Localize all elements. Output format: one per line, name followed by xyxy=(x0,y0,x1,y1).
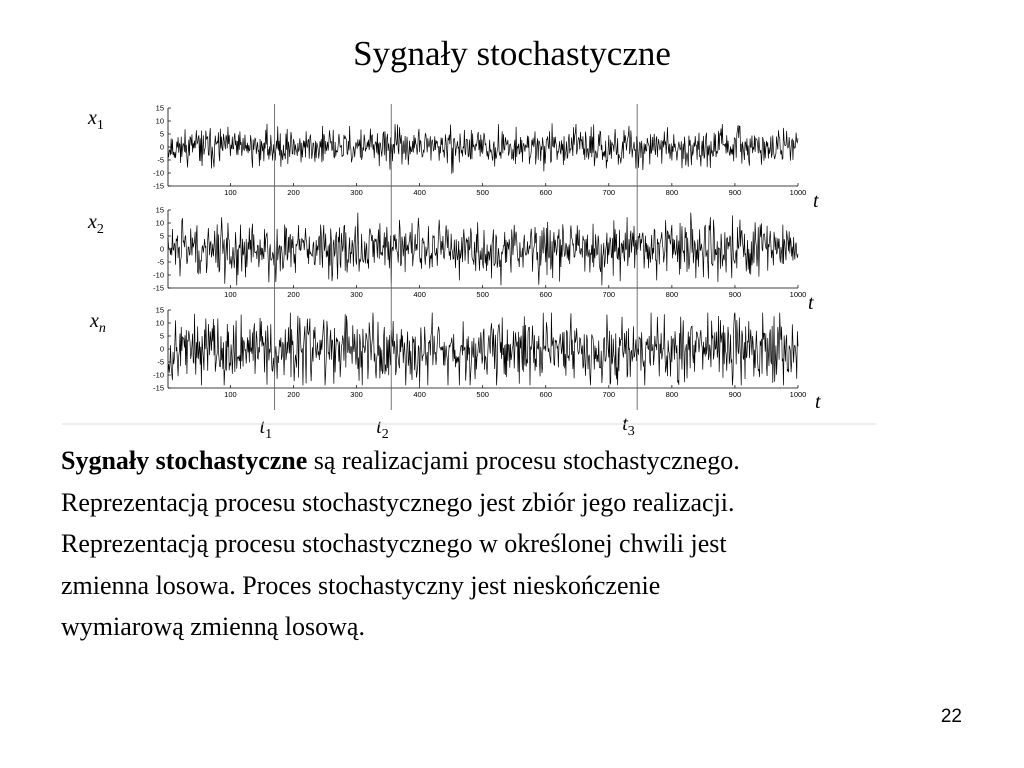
x-tick-label: 500 xyxy=(476,290,489,299)
description-line-5: wymiarową zmienną losową. xyxy=(61,612,365,641)
description-line-4: zmienna losowa. Proces stochastyczny jest nieskończenie xyxy=(61,570,661,600)
y-tick-label: 0 xyxy=(159,244,164,254)
signal-panel-3 xyxy=(153,306,806,400)
x-tick-label: 300 xyxy=(350,188,363,197)
y-tick-label: -10 xyxy=(153,370,164,380)
x-tick-label: 200 xyxy=(287,188,300,197)
time-marker-label: $t_1$ xyxy=(259,416,273,442)
x-tick-label: 200 xyxy=(287,290,300,299)
x-tick-label: 800 xyxy=(665,188,679,197)
x-tick-label: 900 xyxy=(728,188,742,197)
y-tick-label: 15 xyxy=(155,305,164,315)
y-tick-label: 0 xyxy=(159,344,164,354)
signal-trace xyxy=(168,213,798,286)
x-tick-label: 800 xyxy=(665,290,679,299)
panel-label: $x_2$ xyxy=(88,211,104,237)
y-tick-label: -10 xyxy=(153,168,164,178)
y-tick-label: -15 xyxy=(153,383,164,393)
signal-trace xyxy=(168,123,798,173)
description-line-2: Reprezentacją procesu stochastycznego jest zbiór jego realizacji. xyxy=(61,487,735,517)
signal-panel-2 xyxy=(153,206,806,300)
y-tick-label: -10 xyxy=(153,270,164,280)
x-tick-label: 900 xyxy=(728,390,742,399)
x-tick-label: 400 xyxy=(413,188,426,197)
x-tick-label: 600 xyxy=(539,390,553,399)
signal-trace xyxy=(168,313,798,386)
x-tick-label: 1000 xyxy=(789,390,807,399)
panel-label: $x_1$ xyxy=(88,107,104,133)
y-tick-label: 10 xyxy=(155,116,164,126)
bold-term: Sygnały stochastyczne xyxy=(61,446,308,475)
x-tick-label: 100 xyxy=(224,390,237,399)
x-tick-label: 200 xyxy=(287,390,300,399)
panel-label: $x_n$ xyxy=(90,310,106,336)
x-tick-label: 100 xyxy=(224,188,237,197)
x-tick-label: 700 xyxy=(602,290,616,299)
y-tick-label: 15 xyxy=(155,103,164,113)
signal-panel-1 xyxy=(153,104,806,198)
y-tick-label: 15 xyxy=(155,205,164,215)
x-tick-label: 600 xyxy=(539,290,553,299)
x-tick-label: 400 xyxy=(413,390,426,399)
time-axis-label: t xyxy=(815,391,821,413)
time-axis-label: t xyxy=(808,292,814,314)
y-tick-label: -15 xyxy=(153,181,164,191)
y-tick-label: -5 xyxy=(157,257,164,267)
x-tick-label: 700 xyxy=(602,188,616,197)
x-tick-label: 500 xyxy=(476,188,489,197)
y-tick-label: -5 xyxy=(157,155,164,165)
x-tick-label: 300 xyxy=(350,390,363,399)
y-tick-label: -5 xyxy=(157,357,164,367)
x-tick-label: 1000 xyxy=(789,188,807,197)
y-tick-label: 5 xyxy=(159,331,164,341)
y-tick-label: 5 xyxy=(159,231,164,241)
x-tick-label: 500 xyxy=(476,390,489,399)
time-marker-label: $t_3$ xyxy=(622,413,635,439)
page-number: 22 xyxy=(940,706,962,727)
description-text xyxy=(61,440,1001,648)
y-tick-label: 10 xyxy=(155,318,164,328)
y-tick-label: 0 xyxy=(159,142,164,152)
x-tick-label: 400 xyxy=(413,290,426,299)
x-tick-label: 700 xyxy=(602,390,616,399)
x-tick-label: 100 xyxy=(224,290,237,299)
x-tick-label: 900 xyxy=(728,290,742,299)
y-tick-label: -15 xyxy=(153,283,164,293)
description-line-1 xyxy=(61,440,1001,482)
slide-title: Sygnały stochastyczne xyxy=(353,34,671,73)
time-marker-label: $t_2$ xyxy=(376,416,389,442)
description-line-3: Reprezentacją procesu stochastycznego w określonej chwili jest xyxy=(61,529,727,558)
x-tick-label: 1000 xyxy=(789,290,807,299)
y-tick-label: 5 xyxy=(159,129,164,139)
x-tick-label: 300 xyxy=(350,290,363,299)
y-tick-label: 10 xyxy=(155,218,164,228)
time-axis-label: t xyxy=(813,190,819,212)
x-tick-label: 600 xyxy=(539,188,553,197)
line1-rest: są realizacjami procesu stochastycznego. xyxy=(307,446,740,475)
x-tick-label: 800 xyxy=(665,390,679,399)
